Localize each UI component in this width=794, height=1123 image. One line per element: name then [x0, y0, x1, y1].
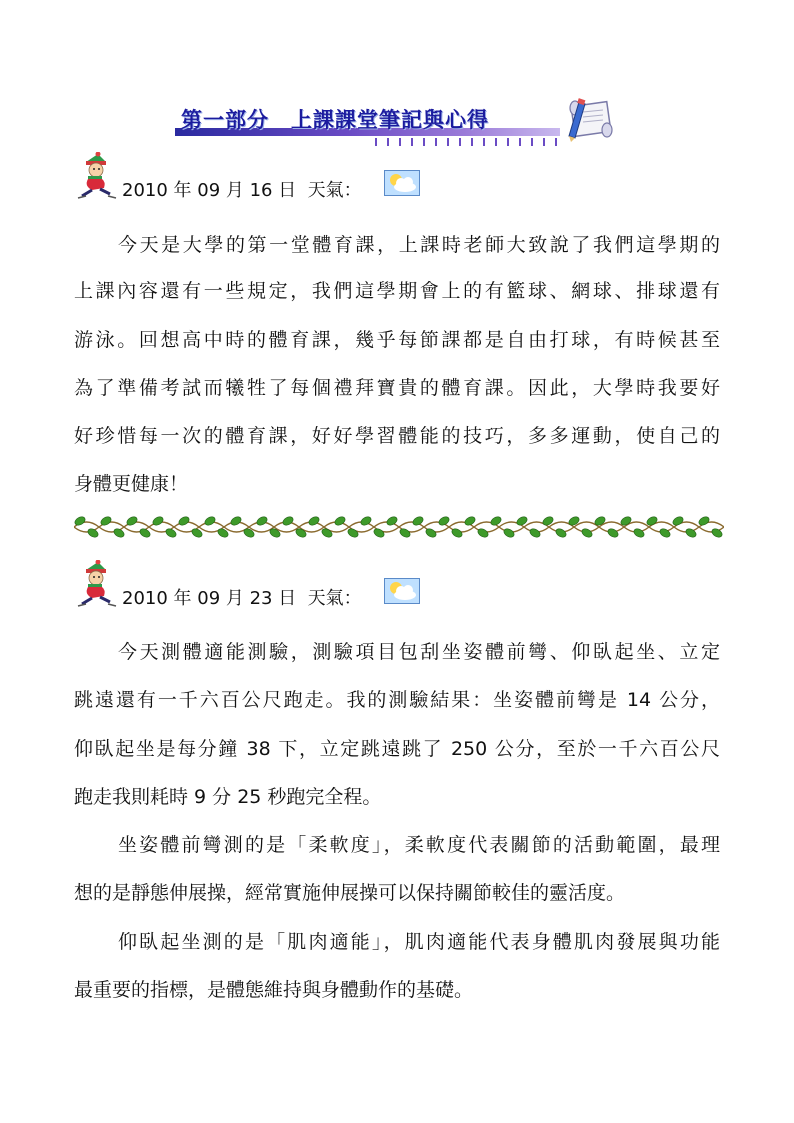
- paragraph-line: 仰臥起坐是每分鐘 38 下，立定跳遠跳了 250 公分，至於一千六百公尺: [74, 738, 720, 760]
- vine-leaf: [138, 527, 151, 539]
- entry-date: 2010 年 09 月 23 日 天氣：: [122, 588, 362, 609]
- vine-leaf: [502, 527, 515, 539]
- paragraph-line: 為了準備考試而犧牲了每個禮拜寶貴的體育課。因此，大學時我要好: [74, 377, 720, 399]
- vine-leaf: [476, 527, 489, 539]
- vine-leaf: [281, 515, 294, 527]
- paragraph-line: 今天是大學的第一堂體育課，上課時老師大致說了我們這學期的: [118, 234, 720, 256]
- paragraph-line: 坐姿體前彎測的是「柔軟度」，柔軟度代表關節的活動範圍，最理: [118, 834, 720, 856]
- vine-leaf: [606, 527, 619, 539]
- paragraph-line: 跑走我則耗時 9 分 25 秒跑完全程。: [74, 786, 382, 808]
- paragraph-line: 今天測體適能測驗，測驗項目包刮坐姿體前彎、仰臥起坐、立定: [118, 641, 720, 663]
- paragraph-line: 好珍惜每一次的體育課，好好學習體能的技巧，多多運動，使自己的: [74, 425, 720, 447]
- paragraph-line: 游泳。回想高中時的體育課，幾乎每節課都是自由打球，有時候甚至: [74, 329, 720, 351]
- paragraph-line: 想的是靜態伸展操，經常實施伸展操可以保持關節較佳的靈活度。: [74, 882, 626, 904]
- vine-leaf: [151, 515, 164, 527]
- title-tick-marks: [375, 138, 565, 146]
- paragraph-line: 跳遠還有一千六百公尺跑走。我的測驗結果：坐姿體前彎是 14 公分，: [74, 689, 720, 711]
- vine-leaf: [229, 515, 242, 527]
- paragraph-line: 仰臥起坐測的是「肌肉適能」，肌肉適能代表身體肌肉發展與功能: [118, 931, 720, 953]
- vine-leaf: [255, 515, 268, 527]
- vine-divider: [74, 512, 724, 542]
- vine-leaf: [580, 527, 593, 539]
- skater-icon: [76, 152, 122, 202]
- entry-heading: [76, 152, 476, 206]
- vine-leaf: [346, 527, 359, 539]
- vine-leaf: [307, 515, 320, 527]
- vine-leaf: [463, 515, 476, 527]
- skater-icon: [76, 560, 122, 610]
- vine-leaf: [177, 515, 190, 527]
- partly-cloudy-icon: [384, 170, 420, 196]
- vine-leaf: [242, 527, 255, 539]
- vine-leaf: [528, 527, 541, 539]
- vine-leaf: [697, 515, 710, 527]
- partly-cloudy-icon: [384, 578, 420, 604]
- vine-leaf: [203, 515, 216, 527]
- scroll-pencil-icon: [565, 96, 617, 144]
- paragraph-line: 最重要的指標，是體態維持與身體動作的基礎。: [74, 979, 474, 1001]
- entry-date: 2010 年 09 月 16 日 天氣：: [122, 180, 362, 201]
- vine-leaf: [372, 527, 385, 539]
- vine-leaf: [632, 527, 645, 539]
- section-title: 第一部分 上課課堂筆記與心得: [181, 108, 489, 132]
- vine-leaf: [437, 515, 450, 527]
- vine-leaf: [333, 515, 346, 527]
- section-title-banner: [175, 100, 615, 148]
- paragraph-line: 上課內容還有一些規定，我們這學期會上的有籃球、網球、排球還有: [74, 280, 720, 302]
- vine-leaf: [112, 527, 125, 539]
- vine-leaf: [554, 527, 567, 539]
- vine-leaf: [671, 515, 684, 527]
- vine-leaf: [658, 527, 671, 539]
- paragraph-line: 身體更健康！: [74, 473, 189, 495]
- vine-leaf: [567, 515, 580, 527]
- entry-heading: [76, 560, 476, 614]
